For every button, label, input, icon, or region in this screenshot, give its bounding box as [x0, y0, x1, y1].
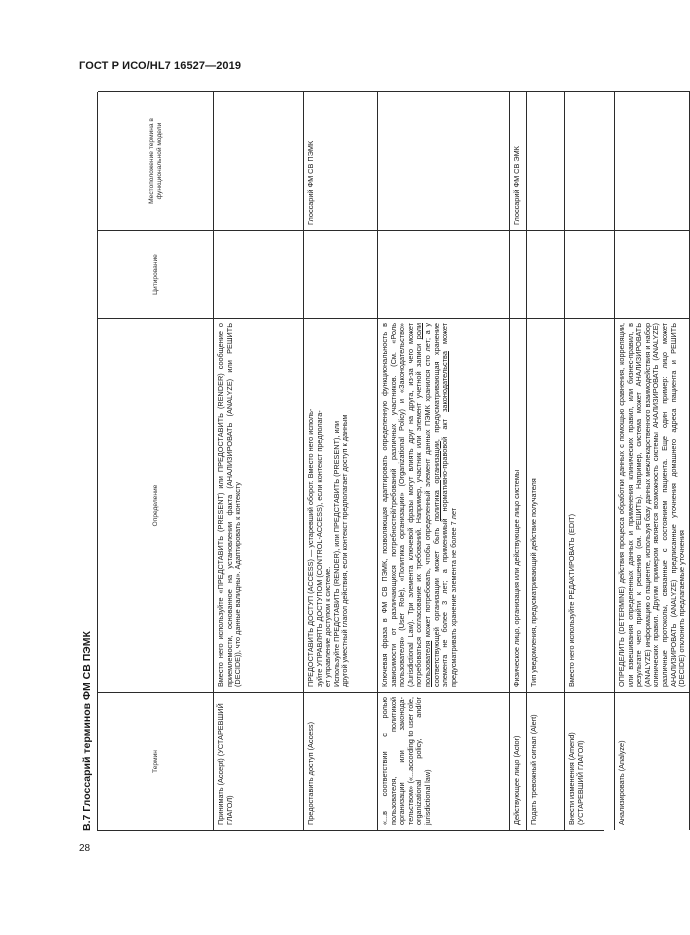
row-access-definition	[304, 318, 378, 692]
row-actor-term: Действующее лицо (Actor)	[510, 692, 527, 830]
row-alert-definition: Тип уведомления, предусматривающий действие получателя	[527, 318, 565, 692]
row-alert-location	[527, 91, 565, 230]
row-accept-term: Принимать (Accept) (УСТАРЕВШИЙ ГЛАГОЛ)	[214, 692, 304, 830]
definition-text: может предусматривать хранение элемента не более 7 лет	[440, 323, 458, 687]
page-number: 28	[79, 843, 91, 854]
table-title: В.7 Глоссарий терминов ФМ СВ ПЭМК	[81, 631, 93, 831]
row-amend-definition: Вместо него используйте РЕДАКТИРОВАТЬ (EDIT)	[565, 318, 615, 692]
row-accept-location	[214, 91, 304, 230]
row-analyze-definition: ОПРЕДЕЛИТЬ (DETERMINE) действия процесса обработки данных с помощью сравнения, корреляции, или взвешивания определенных данных и применения клинических правил, или бизнес-правил, в результате чего прийти к решению (см. РЕШИТЬ). Например, система может АНАЛИЗИРОВАТЬ (ANALYZE) информацию о пациенте, используя базу данных межлекарственного взаимодействия и набор клинических правил. Другим примером является возможность системы АНАЛИЗИРОВАТЬ (ANALYZE) различные протоколы, связанные с состоянием пациента. Еще один пример: лицо может АНАЛИЗИРОВАТЬ (ANALYZE) предписанные уточнения домашнего адреса пациента и РЕШИТЬ (DECIDE) отклонить предлагаемые уточнения	[615, 318, 690, 692]
row-amend-term: Внести изменения (Amend) (УСТАРЕВШИЙ ГЛАГОЛ)	[565, 692, 615, 830]
row-accept-definition: Вместо него используйте «ПРЕДСТАВИТЬ (PRESENT) или ПРЕДОСТАВИТЬ (RENDER) сообщение о приемлемости, основанное на установлении факта (АНАЛИЗИРОВАТЬ (ANALYZE) или РЕШИТЬ (DECIDE)), что данные валидны». Адаптировать к контексту	[214, 318, 304, 692]
definition-text: Ключевая фраза в ФМ СВ ПЭМК, позволяющая адаптировать определенную функциональность в зависимости от различающихся потребностей/требований различных участников. (См. «Роль пользователя» (User Role), «Политика организации» (Organizational Policy) и «Законодательство» (Jurisdictional Law). Три элемента ключевой фразы могут влиять друг на друга, из-за чего может потребоваться согласование их требований. Например, участник или элемент учетной записи	[380, 323, 424, 687]
row-alert-term: Подать тревожный сигнал (Alert)	[527, 692, 565, 830]
document-header: ГОСТ Р ИСО/HL7 16527—2019	[79, 60, 242, 72]
header-location: Местоположение термина в функциональной модели	[98, 91, 214, 230]
row-access-term: Предоставить доступ (Access)	[304, 692, 378, 830]
definition-line: ет управление доступом к системе.	[323, 566, 333, 687]
row-analyze-citation	[615, 230, 690, 318]
definition-line: другой уместный глагол действия, если контекст предполагает доступ к данным	[340, 414, 350, 687]
row-actor-location: Глоссарий ФМ СВ ЭМК	[510, 91, 527, 230]
definition-text: , предусматривающая хранение элемента не более 3 лет; а применимый нормативно-правовой акт	[431, 323, 450, 687]
definition-line: ПРЕДОСТАВИТЬ ДОСТУП (ACCESS) — устаревший оборот. Вместо него исполь-	[306, 408, 315, 687]
row-actor-citation	[510, 230, 527, 318]
definition-line: Используйте ПРЕДСТАВИТЬ (RENDER), или ПРЕДСТАВИТЬ (PRESENT), или	[331, 421, 341, 687]
header-definition: Определение	[98, 318, 214, 692]
row-accept-citation	[214, 230, 304, 318]
glossary-table	[97, 92, 687, 831]
row-keyphrase-citation	[378, 230, 510, 318]
row-amend-location	[565, 91, 615, 230]
row-analyze-location	[615, 91, 690, 230]
definition-text: может потребовать, чтобы определенный элемент данных ПЭМК хранился сто лет; а у соответствующей организации может быть	[422, 323, 441, 687]
user-role-link-text: роли пользователя	[414, 323, 432, 687]
legislation-link-text: законодательства	[440, 351, 450, 412]
rotated-table-area	[79, 92, 687, 831]
row-actor-definition: Физическое лицо, организация или действующее лицо системы	[510, 318, 527, 692]
row-analyze-term: Анализировать (Analyze)	[615, 692, 690, 830]
row-alert-citation	[527, 230, 565, 318]
row-access-citation	[304, 230, 378, 318]
row-keyphrase-term: «...в соответствии с ролью пользователя, политикой организации или законода-тельством» («...according to user role, organizational policy, and/or jurisdictional law)	[378, 692, 510, 830]
header-citation: Цитирование	[98, 230, 214, 318]
definition-line: зуйте УПРАВЛЯТЬ ДОСТУПОМ (CONTROL-ACCESS), если контекст предполага-	[314, 410, 324, 687]
row-access-location: Глоссарий ФМ СВ ПЭМК	[304, 91, 378, 230]
organization-policy-link-text: политика организации	[431, 441, 441, 522]
row-keyphrase-location	[378, 91, 510, 230]
row-amend-citation	[565, 230, 615, 318]
header-term: Термин	[98, 692, 214, 830]
row-keyphrase-definition	[378, 318, 510, 692]
